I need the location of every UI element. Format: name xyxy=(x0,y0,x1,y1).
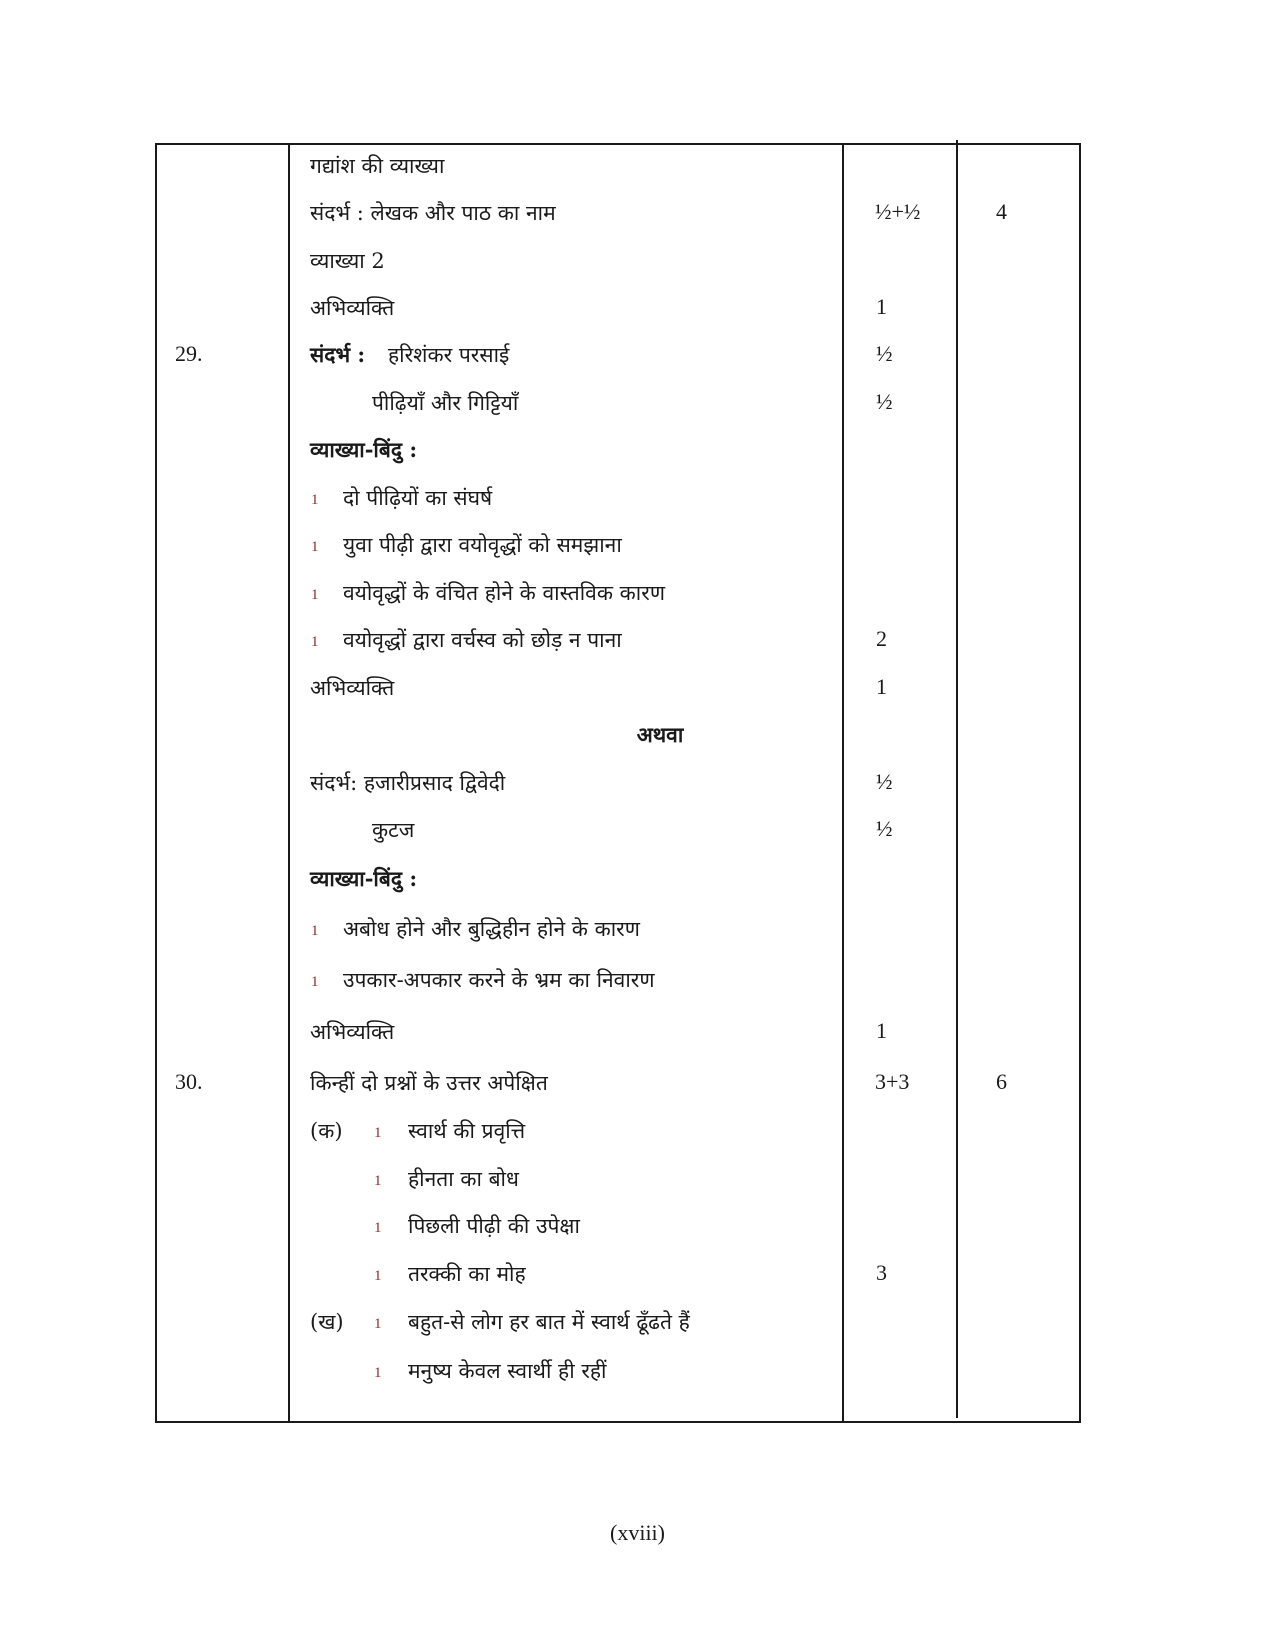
page-number: (xviii) xyxy=(610,1520,665,1545)
bullet-marker: 1 xyxy=(311,492,319,508)
table-row xyxy=(0,1204,1275,1252)
marks-value: 1 xyxy=(876,674,887,699)
answer-text: व्याख्या 2 xyxy=(310,249,385,273)
bullet-marker: 1 xyxy=(311,974,319,990)
table-row xyxy=(0,1061,1275,1109)
answer-text: गद्यांश की व्याख्या xyxy=(310,154,445,178)
marks-value: ½+½ xyxy=(875,199,921,224)
table-row xyxy=(0,191,1275,239)
table-row xyxy=(0,713,1275,761)
bullet-marker: 1 xyxy=(374,1268,382,1284)
answer-text: युवा पीढ़ी द्वारा वयोवृद्धों को समझाना xyxy=(343,533,622,557)
table-row xyxy=(0,761,1275,809)
answer-text: अभिव्यक्ति xyxy=(310,676,395,700)
table-row xyxy=(0,144,1275,192)
marks-value: ½ xyxy=(876,816,893,841)
table-row xyxy=(0,1010,1275,1058)
bullet-marker: 1 xyxy=(374,1173,382,1189)
marks-value: 3+3 xyxy=(875,1069,910,1094)
answer-text: कुटज xyxy=(372,818,415,842)
answer-text: पिछली पीढ़ी की उपेक्षा xyxy=(408,1214,580,1238)
question-number: 29. xyxy=(175,341,203,366)
bullet-marker: 1 xyxy=(374,1220,382,1236)
answer-text: मनुष्य केवल स्वार्थी ही रहीं xyxy=(408,1359,607,1383)
table-row xyxy=(0,381,1275,429)
table-row xyxy=(0,286,1275,334)
bullet-marker: 1 xyxy=(374,1125,382,1141)
table-row xyxy=(0,907,1275,955)
answer-text: स्वार्थ की प्रवृत्ति xyxy=(408,1119,526,1143)
answer-text: अबोध होने और बुद्धिहीन होने के कारण xyxy=(343,917,640,941)
table-row xyxy=(0,428,1275,476)
answer-text: संदर्भ : लेखक और पाठ का नाम xyxy=(310,201,556,225)
answer-text: वयोवृद्धों द्वारा वर्चस्व को छोड़ न पाना xyxy=(343,628,622,652)
table-bottom-border xyxy=(155,1421,1081,1423)
table-row xyxy=(0,618,1275,666)
answer-text: दो पीढ़ियों का संघर्ष xyxy=(343,486,493,510)
table-row xyxy=(0,1349,1275,1397)
answer-text: पीढ़ियाँ और गिट्टियाँ xyxy=(372,391,519,415)
bullet-marker: 1 xyxy=(311,539,319,555)
answer-text: व्याख्या-बिंदु : xyxy=(310,437,418,462)
table-row xyxy=(0,476,1275,524)
question-number: 30. xyxy=(175,1069,203,1094)
bullet-marker: 1 xyxy=(311,923,319,939)
marks-value: 1 xyxy=(876,1018,887,1043)
marks-value: 2 xyxy=(876,626,887,651)
table-row xyxy=(0,857,1275,905)
marks-value: 1 xyxy=(876,294,887,319)
marks-value: ½ xyxy=(876,769,893,794)
answer-text: वयोवृद्धों के वंचित होने के वास्तविक कारण xyxy=(343,581,665,605)
bullet-marker: 1 xyxy=(374,1365,382,1381)
table-row xyxy=(0,1300,1275,1348)
total-marks-value: 6 xyxy=(996,1069,1007,1094)
answer-text: उपकार-अपकार करने के भ्रम का निवारण xyxy=(343,968,655,992)
answer-text: अभिव्यक्ति xyxy=(310,1020,395,1044)
answer-text: हीनता का बोध xyxy=(408,1167,519,1191)
table-row xyxy=(0,666,1275,714)
table-row xyxy=(0,1109,1275,1157)
sub-question-label: (ख) xyxy=(310,1310,344,1334)
table-row xyxy=(0,571,1275,619)
answer-text: व्याख्या-बिंदु : xyxy=(310,866,418,891)
table-row xyxy=(0,1157,1275,1205)
answer-text: किन्हीं दो प्रश्नों के उत्तर अपेक्षित xyxy=(310,1071,548,1095)
bullet-marker: 1 xyxy=(311,587,319,603)
marks-value: ½ xyxy=(876,389,893,414)
answer-text: तरक्की का मोह xyxy=(408,1262,526,1286)
table-row xyxy=(0,808,1275,856)
table-row xyxy=(0,333,1275,381)
table-row xyxy=(0,958,1275,1006)
total-marks-value: 4 xyxy=(996,199,1007,224)
bullet-marker: 1 xyxy=(374,1316,382,1332)
answer-text: बहुत-से लोग हर बात में स्वार्थ ढूँढते हैं xyxy=(408,1310,690,1334)
answer-text: संदर्भ: हजारीप्रसाद द्विवेदी xyxy=(310,771,506,795)
answer-text: हरिशंकर परसाई xyxy=(388,343,510,367)
reference-label: संदर्भ : xyxy=(310,342,366,367)
sub-question-label: (क) xyxy=(310,1119,343,1143)
table-row xyxy=(0,1252,1275,1300)
bullet-marker: 1 xyxy=(311,634,319,650)
alternative-heading: अथवा xyxy=(636,722,684,747)
marks-value: ½ xyxy=(876,341,893,366)
marks-value: 3 xyxy=(876,1260,887,1285)
table-row xyxy=(0,239,1275,287)
table-row xyxy=(0,523,1275,571)
answer-text: अभिव्यक्ति xyxy=(310,296,395,320)
